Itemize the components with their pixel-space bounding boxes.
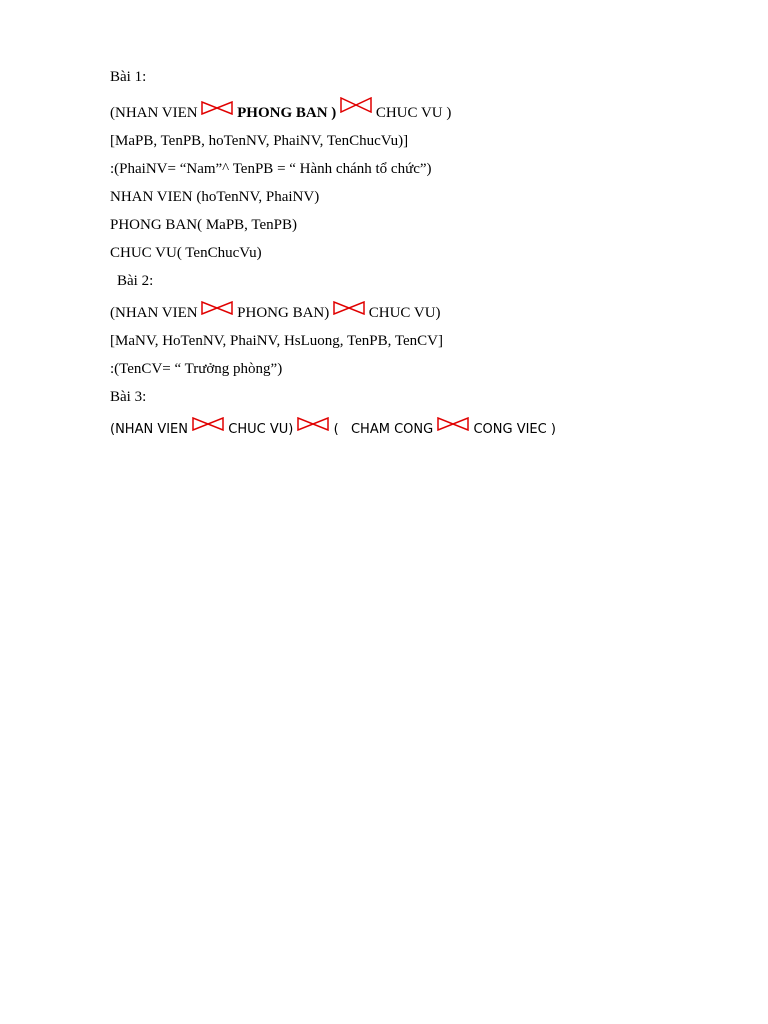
natural-join-icon: [437, 423, 469, 437]
bai1-relation-nhanvien: (NHAN VIEN: [110, 105, 198, 121]
bai1-join-expression: [110, 104, 451, 122]
bai1-projection: [MaPB, TenPB, hoTenNV, PhaiNV, TenChucVu)]: [110, 133, 409, 149]
bai2-relation-chucvu: CHUC VU): [368, 305, 441, 321]
bai1-relation-chucvu: CHUC VU ): [375, 105, 452, 121]
bai3-relation-chamcong: CHAM CONG: [350, 422, 434, 437]
bai3-relation-nhanvien: (NHAN VIEN: [110, 422, 188, 437]
natural-join-icon: [297, 423, 329, 437]
bai1-relation-phongban: PHONG BAN ): [237, 105, 337, 121]
bai1-selection: :(PhaiNV= “Nam”^ TenPB = “ Hành chánh tổ chức”): [110, 161, 432, 177]
natural-join-icon: [340, 107, 372, 121]
bai3-relation-congviec: CONG VIEC ): [473, 422, 556, 437]
bai2-heading: Bài 2:: [117, 273, 154, 289]
bai1-schema-nhanvien: NHAN VIEN (hoTenNV, PhaiNV): [110, 189, 320, 205]
bai3-heading: Bài 3:: [110, 389, 147, 405]
bai3-relation-chucvu: CHUC VU): [228, 422, 294, 437]
bai2-projection: [MaNV, HoTenNV, PhaiNV, HsLuong, TenPB, TenCV]: [110, 333, 443, 349]
bai2-relation-nhanvien: (NHAN VIEN: [110, 305, 198, 321]
natural-join-icon: [192, 423, 224, 437]
bai1-schema-chucvu: CHUC VU( TenChucVu): [110, 245, 262, 261]
natural-join-icon: [201, 107, 233, 121]
bai1-schema-phongban: PHONG BAN( MaPB, TenPB): [110, 217, 298, 233]
natural-join-icon: [333, 307, 365, 321]
bai3-open-paren: (: [333, 422, 339, 437]
bai3-join-expression: [110, 421, 556, 439]
bai1-heading: Bài 1:: [110, 69, 147, 85]
bai2-relation-phongban: PHONG BAN): [237, 305, 330, 321]
bai2-selection: :(TenCV= “ Trưởng phòng”): [110, 361, 283, 377]
bai2-join-expression: [110, 304, 441, 322]
natural-join-icon: [201, 307, 233, 321]
